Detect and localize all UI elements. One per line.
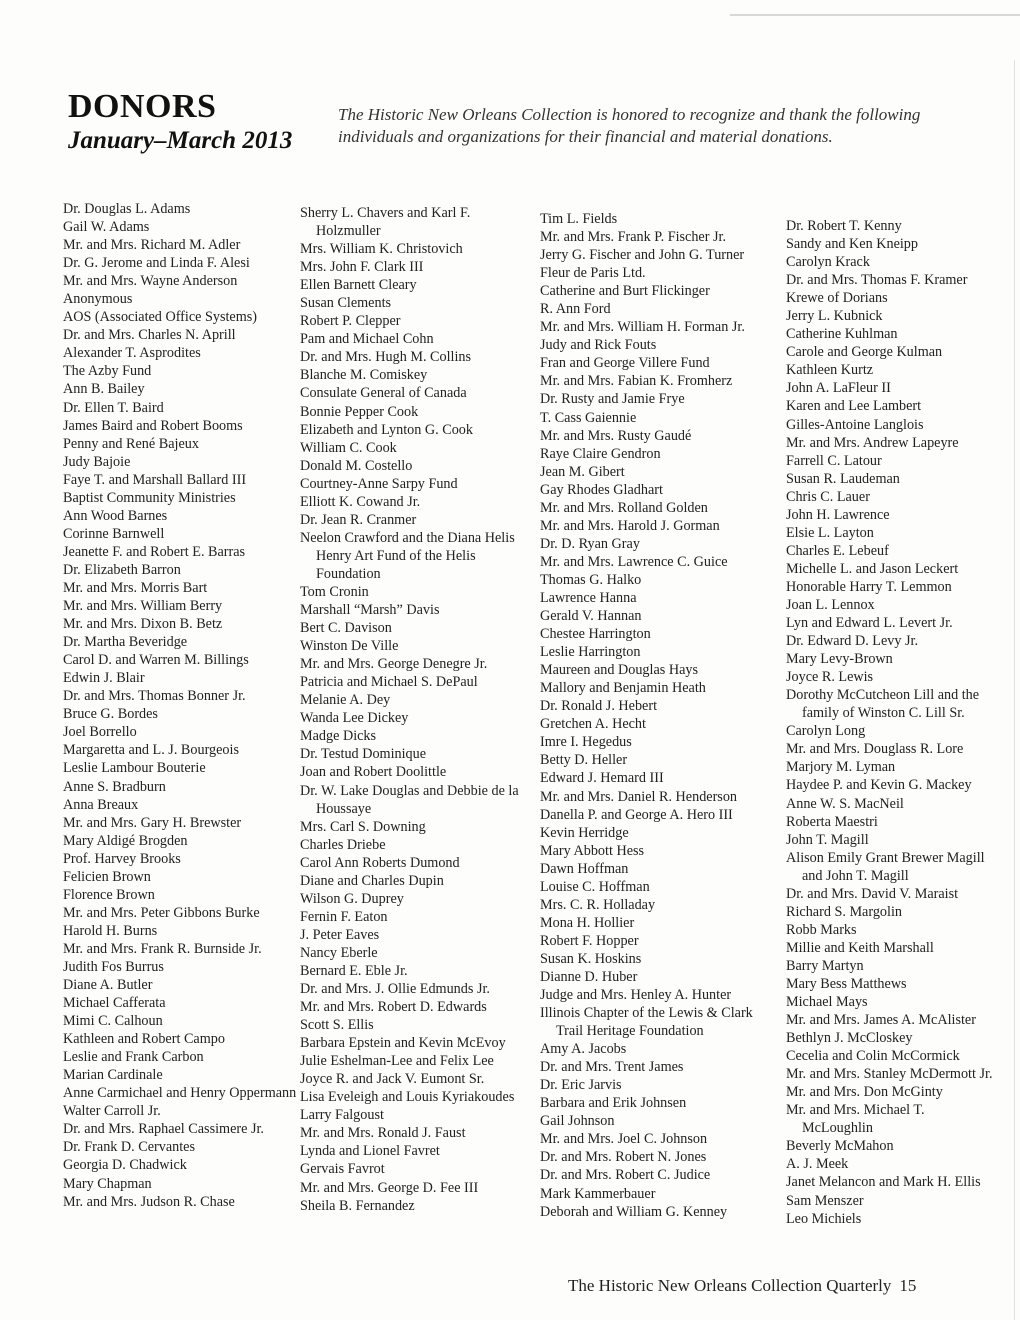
donor-entry: Jeanette F. and Robert E. Barras: [63, 543, 246, 560]
donor-entry: Karen and Lee Lambert: [786, 398, 922, 415]
donor-entry: Charles E. Lebeuf: [786, 542, 889, 559]
donor-entry: Mr. and Mrs. William Berry: [63, 598, 223, 615]
donor-entry: Corinne Barnwell: [63, 525, 165, 542]
donor-entry: Carol Ann Roberts Dumond: [300, 854, 460, 871]
donor-entry: Kevin Herridge: [540, 824, 629, 841]
donor-entry: AOS (Associated Office Systems): [63, 309, 257, 326]
donor-entry: Alison Emily Grant Brewer Magill and John T. Magill: [786, 849, 985, 884]
donor-entry: Mr. and Mrs. Wayne Anderson: [63, 273, 238, 290]
donor-entry: Mr. and Mrs. Daniel R. Henderson: [540, 788, 738, 805]
donor-entry: Dr. Jean R. Cranmer: [300, 511, 417, 528]
donor-entry: Madge Dicks: [300, 728, 377, 745]
donor-entry: Mark Kammerbauer: [540, 1185, 656, 1202]
donor-entry: Marshall “Marsh” Davis: [300, 602, 440, 619]
donor-entry: Betty D. Heller: [540, 752, 628, 769]
donor-entry: Dr. Douglas L. Adams: [63, 201, 191, 217]
donor-entry: Dr. and Mrs. Robert N. Jones: [540, 1149, 707, 1166]
donor-entry: Prof. Harvey Brooks: [63, 850, 181, 867]
donor-entry: Judith Fos Burrus: [63, 958, 164, 975]
donor-entry: Susan Clements: [300, 295, 392, 312]
page-title: DONORS: [68, 88, 217, 125]
donor-entry: Walter Carroll Jr.: [63, 1103, 161, 1120]
donor-entry: T. Cass Gaiennie: [540, 409, 637, 426]
page-subtitle: January–March 2013: [68, 127, 293, 154]
donor-entry: Mary Bess Matthews: [786, 975, 907, 992]
donor-entry: Dr. and Mrs. Thomas F. Kramer: [786, 272, 968, 289]
donor-column-4: [786, 217, 996, 1228]
donor-entry: Thomas G. Halko: [540, 571, 642, 588]
donor-entry: Raye Claire Gendron: [540, 445, 661, 462]
intro-text: The Historic New Orleans Collection is honored to recognize and thank the following individuals and organizations for their financial and material donations.: [338, 105, 921, 146]
donor-entry: Haydee P. and Kevin G. Mackey: [786, 777, 972, 794]
donor-entry: Mary Abbott Hess: [540, 842, 645, 859]
publication-name: The Historic New Orleans Collection Quarterly: [568, 1276, 892, 1295]
donor-entry: Courtney-Anne Sarpy Fund: [300, 475, 458, 492]
donor-entry: Lisa Eveleigh and Louis Kyriakoudes: [300, 1089, 515, 1106]
donor-entry: Consulate General of Canada: [300, 385, 467, 402]
donor-entry: Barbara and Erik Johnsen: [540, 1095, 687, 1112]
donor-entry: Gilles-Antoine Langlois: [786, 416, 924, 433]
donor-entry: Mr. and Mrs. Judson R. Chase: [63, 1193, 235, 1210]
donor-entry: Georgia D. Chadwick: [63, 1157, 187, 1174]
donor-entry: Edwin J. Blair: [63, 670, 145, 687]
donor-entry: Lawrence Hanna: [540, 589, 637, 606]
donor-entry: William C. Cook: [300, 439, 397, 456]
donor-entry: Dr. Robert T. Kenny: [786, 218, 902, 234]
donor-entry: Susan R. Laudeman: [786, 470, 900, 487]
donor-entry: Margaretta and L. J. Bourgeois: [63, 742, 239, 759]
donor-entry: Florence Brown: [63, 886, 155, 903]
donor-entry: Mr. and Mrs. Peter Gibbons Burke: [63, 904, 260, 921]
donor-entry: Mr. and Mrs. George Denegre Jr.: [300, 656, 488, 673]
donor-entry: Bonnie Pepper Cook: [300, 403, 419, 420]
donor-entry: Dr. and Mrs. Thomas Bonner Jr.: [63, 688, 246, 705]
donor-entry: Michelle L. and Jason Leckert: [786, 560, 959, 577]
donor-entry: Dr. Ronald J. Hebert: [540, 698, 658, 715]
donor-entry: Dr. and Mrs. Trent James: [540, 1059, 684, 1076]
donor-entry: The Azby Fund: [63, 363, 152, 380]
donor-entry: Mrs. Carl S. Downing: [300, 818, 426, 835]
donor-entry: Dr. Rusty and Jamie Frye: [540, 391, 685, 408]
donor-entry: Neelon Crawford and the Diana Helis Henry Art Fund of the Helis Foundation: [300, 529, 515, 582]
donor-entry: Joyce R. and Jack V. Eumont Sr.: [300, 1071, 485, 1088]
donor-entry: Gay Rhodes Gladhart: [540, 481, 663, 498]
donor-entry: Dr. Elizabeth Barron: [63, 561, 181, 578]
donor-entry: Leslie Lambour Bouterie: [63, 760, 206, 777]
donor-entry: Michael Cafferata: [63, 995, 166, 1012]
donor-entry: Dorothy McCutcheon Lill and the family of Winston C. Lill Sr.: [786, 687, 980, 722]
donor-entry: Dr. W. Lake Douglas and Debbie de la Houssaye: [300, 782, 519, 817]
donor-entry: Dr. D. Ryan Gray: [540, 535, 640, 552]
donor-entry: Maureen and Douglas Hays: [540, 662, 698, 679]
donor-entry: Sam Menszer: [786, 1192, 864, 1209]
donor-entry: Judy and Rick Fouts: [540, 337, 657, 354]
donor-entry: Barry Martyn: [786, 957, 864, 974]
donor-entry: Mrs. William K. Christovich: [300, 241, 463, 258]
donor-entry: A. J. Meek: [786, 1156, 849, 1173]
donor-entry: Gerald V. Hannan: [540, 608, 642, 625]
donor-entry: Fernin F. Eaton: [300, 908, 388, 925]
donor-entry: Sherry L. Chavers and Karl F. Holzmuller: [300, 205, 471, 240]
donor-entry: Dr. Eric Jarvis: [540, 1077, 622, 1094]
donor-entry: Anonymous: [63, 291, 133, 308]
donor-entry: Carole and George Kulman: [786, 344, 943, 361]
donor-entry: Ann B. Bailey: [63, 381, 145, 398]
donor-entry: Mr. and Mrs. Harold J. Gorman: [540, 517, 720, 534]
donor-entry: Lyn and Edward L. Levert Jr.: [786, 615, 953, 632]
donor-column-2: [300, 204, 535, 1215]
donor-entry: Diane A. Butler: [63, 977, 153, 994]
donor-entry: Barbara Epstein and Kevin McEvoy: [300, 1035, 506, 1052]
donor-entry: Felicien Brown: [63, 868, 151, 885]
donor-entry: Anne S. Bradburn: [63, 778, 166, 795]
donor-entry: Mona H. Hollier: [540, 914, 635, 931]
donor-entry: Patricia and Michael S. DePaul: [300, 674, 478, 691]
donor-entry: Mr. and Mrs. William H. Forman Jr.: [540, 319, 745, 336]
donor-entry: Robb Marks: [786, 921, 857, 938]
donor-entry: Sandy and Ken Kneipp: [786, 236, 918, 253]
donor-entry: Mimi C. Calhoun: [63, 1013, 163, 1030]
donor-entry: Mr. and Mrs. Lawrence C. Guice: [540, 553, 728, 570]
donor-entry: James Baird and Robert Booms: [63, 417, 243, 434]
donor-entry: Julie Eshelman-Lee and Felix Lee: [300, 1053, 494, 1070]
donor-entry: John H. Lawrence: [786, 506, 890, 523]
donor-entry: Mr. and Mrs. Rolland Golden: [540, 499, 708, 516]
donor-entry: Richard S. Margolin: [786, 903, 902, 920]
donor-entry: Mr. and Mrs. Don McGinty: [786, 1084, 943, 1101]
donor-entry: Roberta Maestri: [786, 813, 878, 830]
donor-entry: Leslie Harrington: [540, 644, 641, 661]
donor-entry: Diane and Charles Dupin: [300, 872, 444, 889]
donor-entry: Elizabeth and Lynton G. Cook: [300, 421, 473, 438]
donor-entry: Mary Aldigé Brogden: [63, 832, 188, 849]
donor-entry: Imre I. Hegedus: [540, 734, 632, 751]
donor-entry: Melanie A. Dey: [300, 692, 391, 709]
donor-entry: Joan L. Lennox: [786, 596, 875, 613]
donor-entry: Bethlyn J. McCloskey: [786, 1030, 913, 1047]
donor-entry: Mr. and Mrs. Morris Bart: [63, 579, 208, 596]
donor-entry: Michael Mays: [786, 994, 868, 1011]
donor-entry: Joan and Robert Doolittle: [300, 764, 447, 781]
donor-column-3: [540, 210, 775, 1221]
donor-entry: Scott S. Ellis: [300, 1017, 374, 1034]
donor-entry: Louise C. Hoffman: [540, 878, 650, 895]
donor-entry: Mr. and Mrs. Gary H. Brewster: [63, 814, 242, 831]
donor-entry: Lynda and Lionel Favret: [300, 1143, 440, 1160]
page-edge-rule: [1014, 60, 1015, 1320]
donor-entry: Dr. G. Jerome and Linda F. Alesi: [63, 255, 250, 272]
donor-entry: Gail W. Adams: [63, 219, 150, 236]
donor-entry: Gervais Favrot: [300, 1161, 385, 1178]
donor-entry: J. Peter Eaves: [300, 926, 380, 943]
donor-entry: Charles Driebe: [300, 836, 386, 853]
donor-entry: Fleur de Paris Ltd.: [540, 265, 646, 282]
donor-entry: Sheila B. Fernandez: [300, 1197, 415, 1214]
donor-entry: Joyce R. Lewis: [786, 669, 874, 686]
donor-entry: Chris C. Lauer: [786, 488, 870, 505]
donor-entry: Robert P. Clepper: [300, 313, 401, 330]
donor-entry: Nancy Eberle: [300, 944, 378, 961]
donor-entry: Dr. and Mrs. J. Ollie Edmunds Jr.: [300, 981, 490, 998]
donor-entry: Mr. and Mrs. Ronald J. Faust: [300, 1125, 466, 1142]
donor-entry: Anne Carmichael and Henry Oppermann: [63, 1085, 297, 1102]
donor-entry: Judge and Mrs. Henley A. Hunter: [540, 987, 732, 1004]
donor-entry: Mr. and Mrs. Michael T. McLoughlin: [786, 1102, 925, 1137]
donor-entry: Wilson G. Duprey: [300, 890, 404, 907]
donor-entry: Mr. and Mrs. Robert D. Edwards: [300, 999, 487, 1016]
donor-entry: Dr. and Mrs. Raphael Cassimere Jr.: [63, 1121, 264, 1138]
donor-entry: Cecelia and Colin McCormick: [786, 1048, 960, 1065]
heading-block: [68, 90, 292, 156]
donor-entry: R. Ann Ford: [540, 301, 611, 318]
donor-entry: Dr. and Mrs. Hugh M. Collins: [300, 349, 472, 366]
donor-entry: Krewe of Dorians: [786, 290, 888, 307]
donor-entry: Bernard E. Eble Jr.: [300, 962, 408, 979]
donor-entry: Baptist Community Ministries: [63, 489, 236, 506]
donor-entry: Mrs. C. R. Holladay: [540, 896, 656, 913]
donor-entry: Robert F. Hopper: [540, 932, 639, 949]
donor-entry: Mr. and Mrs. Douglass R. Lore: [786, 741, 964, 758]
donor-column-1: [63, 200, 298, 1211]
donor-entry: Dianne D. Huber: [540, 968, 638, 985]
donor-entry: Mr. and Mrs. Fabian K. Fromherz: [540, 373, 733, 390]
donor-entry: Mallory and Benjamin Heath: [540, 680, 706, 697]
donor-entry: Kathleen Kurtz: [786, 362, 874, 379]
donor-entry: Anne W. S. MacNeil: [786, 795, 904, 812]
donor-entry: Deborah and William G. Kenney: [540, 1203, 728, 1220]
donor-entry: Tom Cronin: [300, 583, 369, 600]
donor-entry: Penny and René Bajeux: [63, 435, 199, 452]
donor-entry: Marian Cardinale: [63, 1067, 163, 1084]
donor-entry: Elliott K. Cowand Jr.: [300, 493, 421, 510]
donor-entry: Alexander T. Asprodites: [63, 345, 201, 362]
donor-entry: Faye T. and Marshall Ballard III: [63, 471, 247, 488]
donor-entry: Dr. and Mrs. David V. Maraist: [786, 885, 959, 902]
donor-entry: Edward J. Hemard III: [540, 770, 664, 787]
donor-entry: Mr. and Mrs. Richard M. Adler: [63, 237, 241, 254]
donor-entry: John A. LaFleur II: [786, 380, 891, 397]
donor-entry: Dr. Testud Dominique: [300, 746, 427, 763]
donor-entry: Catherine and Burt Flickinger: [540, 283, 710, 300]
donor-entry: Winston De Ville: [300, 638, 399, 655]
donor-entry: Bruce G. Bordes: [63, 706, 158, 723]
donor-entry: Pam and Michael Cohn: [300, 331, 434, 348]
donor-entry: Mr. and Mrs. Stanley McDermott Jr.: [786, 1066, 993, 1083]
donor-entry: Dr. and Mrs. Charles N. Aprill: [63, 327, 236, 344]
donor-entry: Leslie and Frank Carbon: [63, 1049, 204, 1066]
donor-entry: Beverly McMahon: [786, 1138, 894, 1155]
page-number: 15: [899, 1276, 917, 1295]
donor-entry: Millie and Keith Marshall: [786, 939, 934, 956]
donor-entry: Farrell C. Latour: [786, 452, 882, 469]
donor-entry: Chestee Harrington: [540, 626, 651, 643]
donor-entry: Carolyn Long: [786, 723, 866, 740]
donor-entry: Fran and George Villere Fund: [540, 355, 710, 372]
donor-entry: Judy Bajoie: [63, 453, 131, 470]
footer: [568, 1276, 916, 1296]
donor-entry: Dr. and Mrs. Robert C. Judice: [540, 1167, 711, 1184]
donor-entry: Jean M. Gibert: [540, 463, 625, 480]
donor-entry: Carol D. and Warren M. Billings: [63, 652, 249, 669]
donor-entry: Amy A. Jacobs: [540, 1041, 627, 1058]
donor-entry: Honorable Harry T. Lemmon: [786, 578, 952, 595]
donor-entry: Marjory M. Lyman: [786, 759, 896, 776]
donor-entry: Ann Wood Barnes: [63, 507, 168, 524]
donor-entry: Mary Chapman: [63, 1175, 152, 1192]
donor-entry: Joel Borrello: [63, 724, 137, 741]
donor-entry: Susan K. Hoskins: [540, 950, 642, 967]
donor-entry: Mr. and Mrs. Andrew Lapeyre: [786, 434, 959, 451]
donor-entry: Tim L. Fields: [540, 211, 618, 227]
donor-entry: Dr. Ellen T. Baird: [63, 399, 164, 416]
donor-entry: Mr. and Mrs. Frank P. Fischer Jr.: [540, 229, 727, 246]
donor-entry: Wanda Lee Dickey: [300, 710, 409, 727]
donor-entry: Donald M. Costello: [300, 457, 413, 474]
donor-entry: Blanche M. Comiskey: [300, 367, 428, 384]
donor-entry: Jerry L. Kubnick: [786, 308, 883, 325]
donor-entry: Ellen Barnett Cleary: [300, 277, 417, 294]
donor-entry: Gail Johnson: [540, 1113, 615, 1130]
donor-entry: John T. Magill: [786, 831, 869, 848]
donor-entry: Bert C. Davison: [300, 620, 392, 637]
donor-entry: Dawn Hoffman: [540, 860, 629, 877]
donor-entry: Dr. Martha Beveridge: [63, 634, 188, 651]
donor-entry: Mrs. John F. Clark III: [300, 259, 424, 276]
donor-entry: Janet Melancon and Mark H. Ellis: [786, 1174, 981, 1191]
donor-entry: Illinois Chapter of the Lewis & Clark Trail Heritage Foundation: [540, 1005, 753, 1040]
donor-entry: Mr. and Mrs. James A. McAlister: [786, 1012, 976, 1029]
top-rule: [730, 14, 1020, 16]
donor-entry: Mr. and Mrs. George D. Fee III: [300, 1179, 479, 1196]
donor-entry: Elsie L. Layton: [786, 524, 874, 541]
donor-entry: Mr. and Mrs. Joel C. Johnson: [540, 1131, 708, 1148]
donor-entry: Leo Michiels: [786, 1210, 862, 1227]
donor-entry: Danella P. and George A. Hero III: [540, 806, 733, 823]
donor-entry: Larry Falgoust: [300, 1107, 384, 1124]
donor-entry: Mr. and Mrs. Frank R. Burnside Jr.: [63, 940, 262, 957]
donor-entry: Gretchen A. Hecht: [540, 716, 646, 733]
donor-entry: Catherine Kuhlman: [786, 326, 898, 343]
donor-entry: Dr. Edward D. Levy Jr.: [786, 633, 918, 650]
donor-entry: Harold H. Burns: [63, 922, 158, 939]
donor-entry: Mr. and Mrs. Dixon B. Betz: [63, 616, 223, 633]
donor-entry: Mary Levy-Brown: [786, 651, 893, 668]
donor-entry: Carolyn Krack: [786, 254, 870, 271]
donor-entry: Anna Breaux: [63, 796, 139, 813]
donor-entry: Kathleen and Robert Campo: [63, 1031, 225, 1048]
donor-entry: Dr. Frank D. Cervantes: [63, 1139, 195, 1156]
donor-entry: Jerry G. Fischer and John G. Turner: [540, 247, 745, 264]
donor-entry: Mr. and Mrs. Rusty Gaudé: [540, 427, 692, 444]
